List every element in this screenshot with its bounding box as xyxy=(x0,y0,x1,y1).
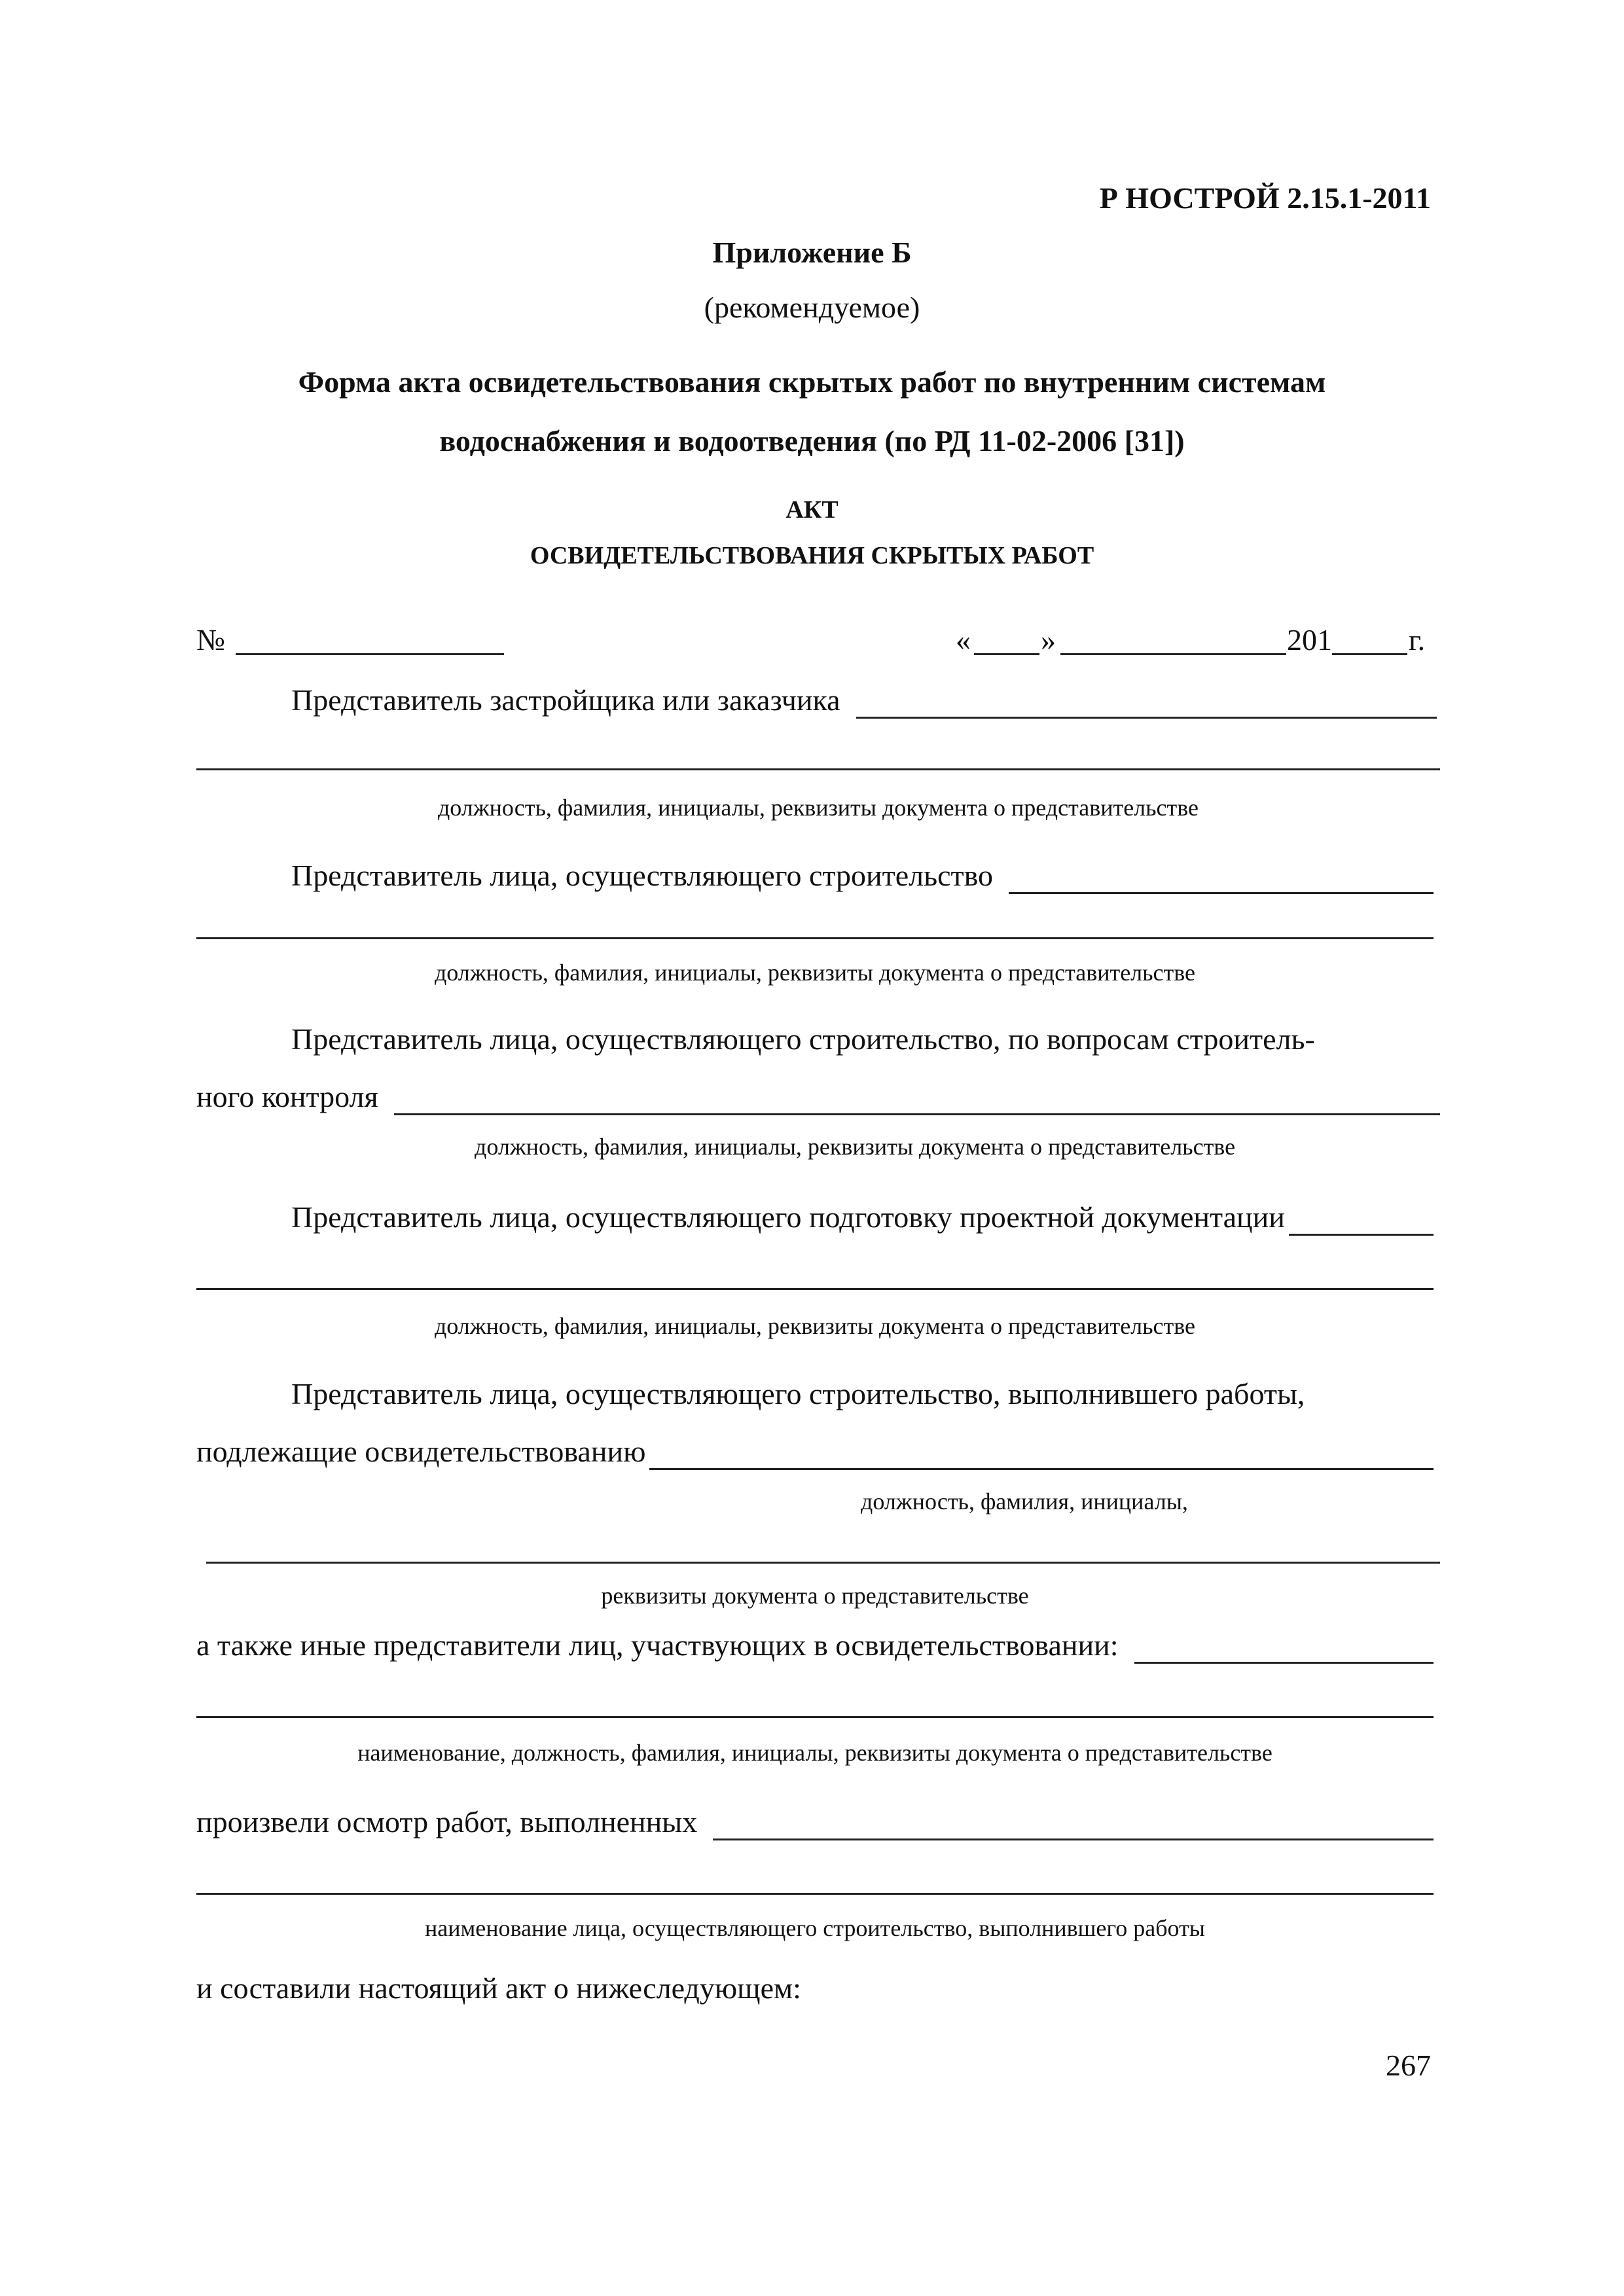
control-row xyxy=(196,1079,1440,1115)
others-field-line-2[interactable] xyxy=(196,1716,1434,1718)
design-field-line-2[interactable] xyxy=(196,1288,1434,1290)
control-label-line-2: ного контроля xyxy=(196,1080,378,1113)
form-title-line-2: водоснабжения и водоотведения (по РД 11-02-2006 [31]) xyxy=(439,424,1185,457)
control-field[interactable] xyxy=(394,1087,1440,1115)
inspected-label: произвели осмотр работ, выполненных xyxy=(196,1805,698,1839)
developer-field[interactable] xyxy=(856,691,1437,719)
builder-caption: должность, фамилия, инициалы, реквизиты документа о представительстве xyxy=(434,960,1196,986)
inspected-field[interactable] xyxy=(713,1812,1434,1840)
performer-row xyxy=(196,1433,1434,1470)
design-caption: должность, фамилия, инициалы, реквизиты документа о представительстве xyxy=(434,1313,1196,1339)
date-open-quote: « xyxy=(956,623,971,656)
year-field[interactable] xyxy=(1332,653,1407,655)
builder-field-line-2[interactable] xyxy=(196,937,1434,939)
date-close-quote: » xyxy=(1041,623,1056,656)
inspected-row xyxy=(196,1804,1434,1840)
design-field[interactable] xyxy=(1289,1208,1434,1236)
standard-code: Р НОСТРОЙ 2.15.1-2011 xyxy=(1099,181,1431,215)
design-row xyxy=(291,1199,1434,1236)
inspected-field-line-2[interactable] xyxy=(196,1893,1434,1895)
performer-field[interactable] xyxy=(649,1442,1434,1470)
appendix-title: Приложение Б xyxy=(712,236,912,269)
page-number: 267 xyxy=(1386,2049,1431,2082)
year-suffix: г. xyxy=(1409,623,1426,656)
month-field[interactable] xyxy=(1060,653,1286,655)
day-field[interactable] xyxy=(974,653,1039,655)
form-title-line-1: Форма акта освидетельствования скрытых работ по внутренним системам xyxy=(298,365,1326,399)
builder-row xyxy=(291,857,1434,894)
builder-label: Представитель лица, осуществляющего строительство xyxy=(291,859,994,892)
control-label-line-1: Представитель лица, осуществляющего строительство, по вопросам строитель- xyxy=(291,1022,1315,1056)
developer-field-line-2[interactable] xyxy=(196,768,1440,770)
appendix-note: (рекомендуемое) xyxy=(704,291,920,324)
others-row xyxy=(196,1627,1434,1664)
builder-field[interactable] xyxy=(1009,866,1434,894)
developer-caption: должность, фамилия, инициалы, реквизиты документа о представительстве xyxy=(437,795,1199,821)
inspected-caption: наименование лица, осуществляющего строительство, выполнившего работы xyxy=(425,1915,1205,1941)
number-field[interactable] xyxy=(236,653,504,655)
others-label: а также иные представители лиц, участвующих в освидетельствовании: xyxy=(196,1628,1119,1662)
others-field[interactable] xyxy=(1134,1636,1434,1664)
performer-label-line-2: подлежащие освидетельствованию xyxy=(196,1435,646,1468)
design-label: Представитель лица, осуществляющего подготовку проектной документации xyxy=(291,1200,1285,1234)
act-title-line-1: АКТ xyxy=(785,496,839,524)
number-label: № xyxy=(196,623,225,656)
others-caption: наименование, должность, фамилия, инициалы, реквизиты документа о представительстве xyxy=(357,1740,1272,1766)
performer-caption-a: должность, фамилия, инициалы, xyxy=(861,1488,1188,1515)
developer-label: Представитель застройщика или заказчика xyxy=(291,683,840,717)
performer-field-line-2[interactable] xyxy=(206,1562,1440,1564)
control-caption: должность, фамилия, инициалы, реквизиты документа о представительстве xyxy=(475,1134,1236,1160)
act-title-line-2: ОСВИДЕТЕЛЬСТВОВАНИЯ СКРЫТЫХ РАБОТ xyxy=(530,542,1094,569)
performer-label-line-1: Представитель лица, осуществляющего строительство, выполнившего работы, xyxy=(291,1377,1305,1410)
performer-caption-b: реквизиты документа о представительстве xyxy=(601,1583,1029,1609)
year-prefix: 201 xyxy=(1287,623,1332,656)
closing-text: и составили настоящий акт о нижеследующем: xyxy=(196,1971,801,2005)
developer-row xyxy=(291,682,1437,719)
